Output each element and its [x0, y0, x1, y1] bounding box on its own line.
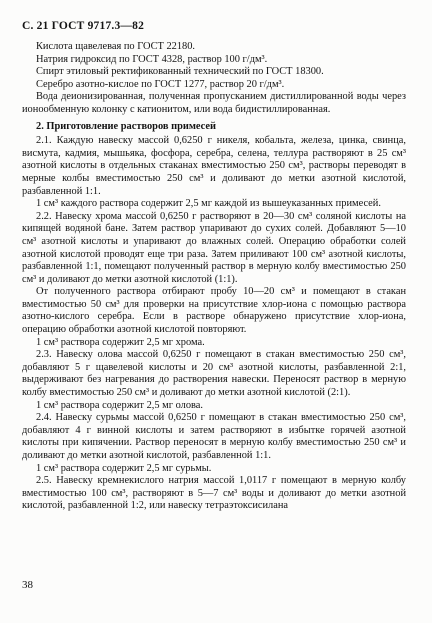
reagent-line: Спирт этиловый ректификованный технический по ГОСТ 18300. — [36, 66, 324, 78]
reagent-line: Кислота щавелевая по ГОСТ 22180. — [36, 41, 196, 52]
reagent-line: Вода деионизированная, полученная пропусканием дистиллированной воды через ионообменную колонку с катионитом, или вода бидистиллированная. — [22, 91, 406, 115]
paragraph: 2.4. Навеску сурьмы массой 0,6250 г помещают в стакан вместимостью 250 см³, добавляют 4 г винной кислоты и затем растворяют в избытке горячей азотной кислоты при кипячении. Раствор переносят в мерную колбу вместимостью 250 см³ и доливают до метки азотной кислотой, разбавленной 1:1. — [22, 412, 406, 461]
paragraph: 2.2. Навеску хрома массой 0,6250 г растворяют в 20—30 см³ соляной кислоты на кипящей водяной бане. Затем раствор упаривают до сухих солей. Добавляют 5—10 см³ азотной кислоты и упаривают до влажных солей. Операцию обработки солей азотной кислотой проводят еще три раза. Затем приливают 100 см³ азотной кислоты, разбавленной 1:1, помещают полученный раствор в мерную колбу вместимостью 250 см³ и доливают до метки азотной кислотой (1:1). — [22, 210, 406, 285]
paragraph: 2.5. Навеску кремнекислого натрия массой 1,0117 г помещают в мерную колбу вместимостью 100 см³, растворяют в 5—7 см³ воды и доливают до метки азотной кислотой, разбавленной 1:2, или навеску тетраэтоксисилана — [22, 475, 406, 512]
paragraph: 1 см³ раствора содержит 2,5 мг олова. — [36, 399, 204, 411]
section-title: 2. Приготовление растворов примесей — [36, 120, 217, 132]
paragraph: 2.1. Каждую навеску массой 0,6250 г никеля, кобальта, железа, цинка, свинца, висмута, кадмия, мышьяка, фосфора, серебра, селена, теллура растворяют в 25 см³ азотной кислоты в отдельных стаканах вместимостью 250 см³, растворы переводят в мерные колбы вместимостью 250 см³ и доливают до метки азотной кислотой, разбавленной 1:1. — [22, 135, 406, 197]
reagent-line: Натрия гидроксид по ГОСТ 4328, раствор 100 г/дм³. — [36, 53, 268, 65]
paragraph: 2.3. Навеску олова массой 0,6250 г помещают в стакан вместимостью 250 см³, добавляют 5 г щавелевой кислоты и 20 см³ азотной кислоты, разбавленной 2:1, выдерживают без нагревания до растворения навески. Переносят раствор в мерную колбу вместимостью 250 см³ и доливают до метки азотной кислотой (2:1). — [22, 349, 406, 399]
page-number: 38 — [22, 579, 33, 591]
paragraph: От полученного раствора отбирают пробу 10—20 см³ и помещают в стакан вместимостью 50 см³ для проверки на присутствие хлор-иона с помощью раствора азотно-кислого серебра. Если в растворе обнаружено присутствие хлор-иона, операцию обработки азотной кислотой повторяют. — [22, 286, 406, 336]
paragraph: 1 см³ каждого раствора содержит 2,5 мг каждой из вышеуказанных примесей. — [36, 198, 381, 210]
page-header: С. 21 ГОСТ 9717.3—82 — [22, 20, 145, 32]
page-body — [22, 41, 406, 513]
reagent-line: Серебро азотно-кислое по ГОСТ 1277, раствор 20 г/дм³. — [36, 78, 285, 90]
paragraph: 1 см³ раствора содержит 2,5 мг сурьмы. — [36, 462, 212, 474]
paragraph: 1 см³ раствора содержит 2,5 мг хрома. — [36, 336, 205, 348]
